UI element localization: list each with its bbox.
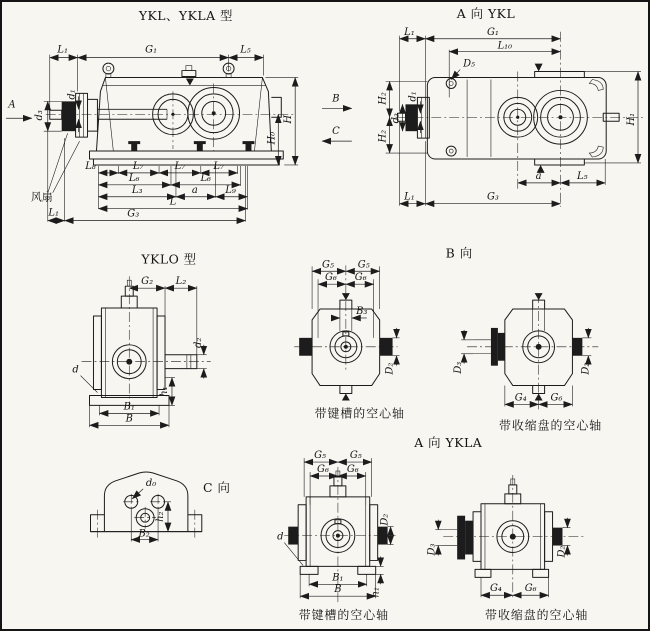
figure-b-view-keyway xyxy=(294,245,472,420)
dim-d3: d₃ xyxy=(33,110,45,121)
dim-h2: h₂ xyxy=(155,511,167,522)
shrink-disk-collar xyxy=(441,516,473,560)
figure-b-view-shrink-disk xyxy=(453,293,602,432)
dim-l1-bottom: L₁ xyxy=(404,191,415,203)
dim-l1-top: L₁ xyxy=(404,26,415,38)
figure-title: A 向 YKLA xyxy=(414,435,483,451)
view-arrow-b xyxy=(322,93,352,108)
view-label-b: B xyxy=(332,93,340,105)
dim-b: B xyxy=(334,584,342,596)
dim-g6: G₆ xyxy=(524,583,537,595)
dim-g4: G₄ xyxy=(489,583,502,595)
figure-c-view xyxy=(90,472,230,542)
dim-d: d xyxy=(72,364,79,376)
dim-g5-right: G₅ xyxy=(357,259,370,271)
figure-title: A 向 YKL xyxy=(456,5,516,21)
dim-d2: D₂ xyxy=(379,513,391,526)
dim-b1: B₁ xyxy=(123,401,135,413)
dimension-lines xyxy=(312,259,399,375)
caption: 带键槽的空心轴 xyxy=(314,406,405,421)
figure-title: YKLO 型 xyxy=(141,251,197,267)
figure-title: B 向 xyxy=(445,245,473,261)
dim-g1: G₁ xyxy=(486,26,499,38)
dim-g1: G₁ xyxy=(145,44,158,56)
dim-g6-right: G₆ xyxy=(346,464,359,476)
dim-a: a xyxy=(191,184,198,196)
dim-g5-left: G₅ xyxy=(322,259,334,271)
dim-l6-1: L₆ xyxy=(128,172,140,184)
figure-a-view-ykl xyxy=(378,6,643,207)
figure-yklo xyxy=(72,251,210,427)
dim-g5-left: G₅ xyxy=(314,450,326,462)
dim-d1: d₁ xyxy=(407,91,419,102)
housing-outline xyxy=(473,479,562,577)
view-arrow-a xyxy=(6,99,32,118)
dim-d2: d₂ xyxy=(192,337,204,348)
dim-l1-bottom: L₁ xyxy=(48,207,60,219)
dim-h2-lower: H₂ xyxy=(377,129,389,143)
figure-title: YKL、YKLA 型 xyxy=(138,7,233,23)
housing-outline xyxy=(427,64,619,173)
dim-l5: L₅ xyxy=(240,44,251,56)
dim-l6-2: L₆ xyxy=(200,172,212,184)
dim-l7-2: L₇ xyxy=(174,160,186,172)
dim-d3: D₃ xyxy=(426,543,438,556)
dim-l8: L₈ xyxy=(85,160,96,172)
dim-d: d xyxy=(277,531,284,543)
dim-d3: d₃ xyxy=(390,113,402,124)
dim-b3: B₃ xyxy=(356,306,368,318)
dim-l5: L₅ xyxy=(577,170,588,182)
dim-h2-upper: H₂ xyxy=(377,92,389,105)
bolt-holes xyxy=(123,494,166,529)
dim-d5: D₅ xyxy=(463,58,476,70)
dim-g3: G₃ xyxy=(127,208,140,220)
figure-a-view-ykla-shrink-disk xyxy=(426,475,588,622)
figure-a-view-ykla-keyway xyxy=(277,435,483,622)
dim-g6-left: G₆ xyxy=(317,464,329,476)
dim-h1: h₁ xyxy=(159,386,171,397)
dim-l2: L₂ xyxy=(175,276,187,288)
dim-b: B xyxy=(125,413,133,425)
caption: 带收缩盘的空心轴 xyxy=(485,608,589,623)
dim-g6-right: G₆ xyxy=(354,272,367,284)
dim-d0: d₀ xyxy=(145,477,157,489)
dim-d1: d₁ xyxy=(66,89,78,100)
caption: 带收缩盘的空心轴 xyxy=(498,418,603,433)
view-label-a: A xyxy=(8,99,16,111)
dimension-lines xyxy=(72,276,206,427)
dim-d3: D₃ xyxy=(453,361,465,374)
caption: 带键槽的空心轴 xyxy=(298,608,390,623)
dim-g5-right: G₅ xyxy=(349,450,362,462)
dim-b2: B₂ xyxy=(138,528,150,540)
dim-h1: H₁ xyxy=(626,112,638,126)
fan-callout xyxy=(31,133,80,204)
bearing-bores xyxy=(153,87,240,139)
dim-l7-1: L₇ xyxy=(132,160,144,172)
eyebolts-and-vent xyxy=(103,63,234,85)
dim-l3: L₃ xyxy=(131,184,143,196)
dim-h: H xyxy=(283,114,295,124)
dim-a: a xyxy=(535,170,542,182)
dim-h1: h₁ xyxy=(370,587,382,598)
view-arrow-c xyxy=(322,126,352,141)
view-label-c: C xyxy=(332,126,340,138)
dim-d2: D₂ xyxy=(556,545,568,558)
dim-l: L xyxy=(169,196,177,208)
dim-l7-3: L₇ xyxy=(213,160,224,172)
dim-d2: D₂ xyxy=(384,362,396,375)
technical-drawing xyxy=(2,2,648,629)
dim-g6-left: G₆ xyxy=(325,272,337,284)
figure-title: C 向 xyxy=(203,479,231,495)
dim-l1-top: L₁ xyxy=(57,44,68,56)
dim-g2: G₂ xyxy=(141,276,154,288)
dim-d2: D₂ xyxy=(580,362,592,375)
dim-l10: L₁₀ xyxy=(497,40,513,52)
dim-h0: H₀ xyxy=(266,131,278,145)
fan-label: 风扇 xyxy=(30,190,53,204)
dim-g4: G₄ xyxy=(514,392,527,404)
dim-g6: G₆ xyxy=(550,392,563,404)
dim-l9: L₉ xyxy=(225,184,236,196)
figure-ykl-ykla-side-view xyxy=(6,8,352,222)
dim-g3: G₃ xyxy=(486,191,499,203)
dim-b1: B₁ xyxy=(332,572,344,584)
